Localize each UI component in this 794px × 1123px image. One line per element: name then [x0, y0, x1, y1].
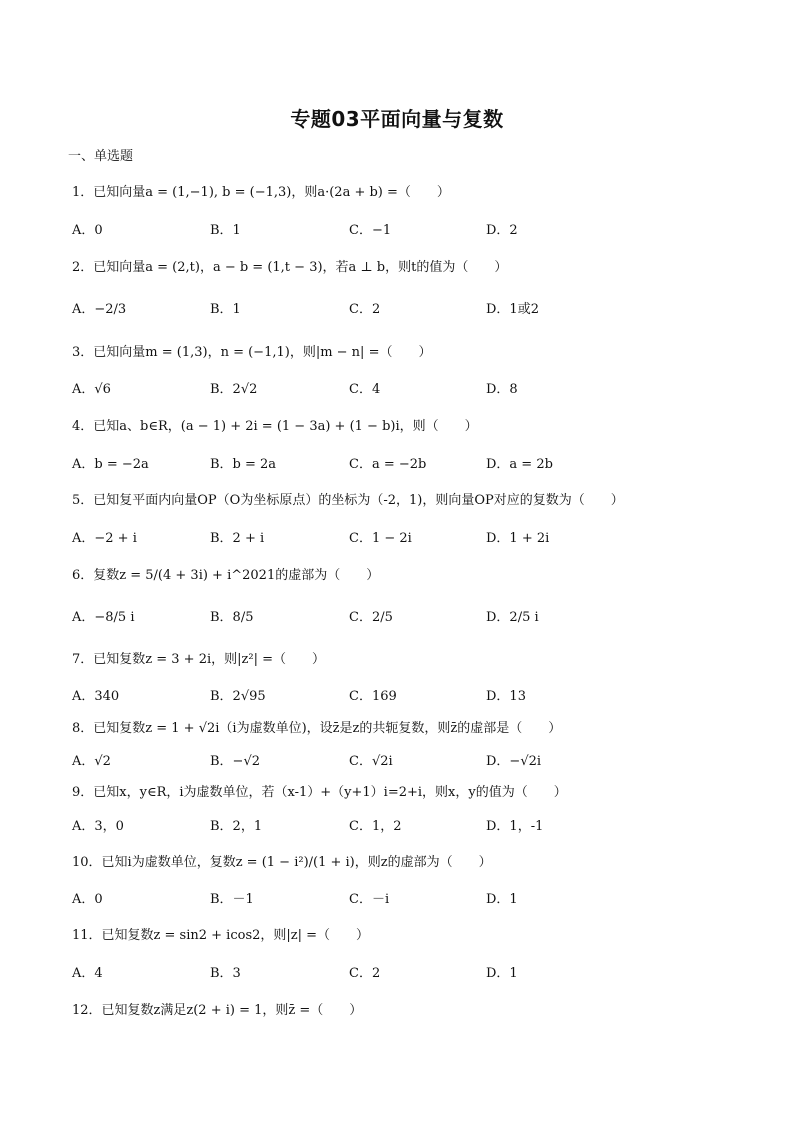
option-b: B．－1	[210, 892, 254, 907]
options-9	[72, 815, 772, 841]
option-c: C．2/5	[349, 610, 393, 625]
option-c: C．a = −2b	[349, 457, 427, 472]
options-4	[72, 453, 772, 479]
option-a: A．√2	[72, 754, 111, 769]
option-b: B．2√95	[210, 689, 266, 704]
option-d: D．1	[486, 892, 518, 907]
option-d: D．8	[486, 382, 518, 397]
option-a: A．−8/5 i	[72, 610, 135, 625]
option-a: A．4	[72, 966, 103, 981]
options-8	[72, 750, 772, 776]
question-3: 3．已知向量m = (1,3)，n = (−1,1)，则|m − n| =（ ）	[72, 345, 432, 360]
options-11	[72, 962, 772, 988]
option-b: B．1	[210, 223, 241, 238]
options-2	[72, 298, 772, 324]
option-b: B．2√2	[210, 382, 258, 397]
option-d: D．1，-1	[486, 819, 544, 834]
option-d: D．1	[486, 966, 518, 981]
option-d: D．−√2i	[486, 754, 542, 769]
option-d: D．13	[486, 689, 526, 704]
option-c: C．4	[349, 382, 381, 397]
option-a: A．−2/3	[72, 302, 127, 317]
options-10	[72, 888, 772, 914]
options-1	[72, 219, 772, 245]
page-title: 专题03平面向量与复数	[290, 107, 504, 131]
option-c: C．2	[349, 302, 381, 317]
question-8: 8．已知复数z = 1 + √2i（i为虚数单位)，设z̄是z的共轭复数，则z̄的虚部是（ ）	[72, 721, 562, 736]
option-c: C．√2i	[349, 754, 393, 769]
option-c: C．1，2	[349, 819, 402, 834]
option-b: B．1	[210, 302, 241, 317]
option-d: D．a = 2b	[486, 457, 553, 472]
question-1: 1．已知向量a = (1,−1), b = (−1,3)，则a·(2a + b) =（ ）	[72, 185, 450, 200]
option-b: B．2 + i	[210, 531, 265, 546]
option-c: C．169	[349, 689, 397, 704]
question-12: 12．已知复数z满足z(2 + i) = 1，则z̄ =（ ）	[72, 1003, 363, 1018]
option-a: A．√6	[72, 382, 111, 397]
section-heading: 一、单选题	[68, 149, 134, 164]
option-a: A．340	[72, 689, 120, 704]
question-9: 9．已知x，y∈R，i为虚数单位，若（x-1）+（y+1）i=2+i，则x，y的值为（ ）	[72, 785, 567, 800]
options-3	[72, 378, 772, 404]
options-5	[72, 527, 772, 553]
option-b: B．2，1	[210, 819, 263, 834]
question-2: 2．已知向量a = (2,t)，a − b = (1,t − 3)，若a ⊥ b，则t的值为（ ）	[72, 260, 508, 275]
option-b: B．−√2	[210, 754, 261, 769]
option-a: A．−2 + i	[72, 531, 137, 546]
option-c: C．2	[349, 966, 381, 981]
options-7	[72, 685, 772, 711]
option-c: C．－i	[349, 892, 390, 907]
question-5: 5．已知复平面内向量OP（O为坐标原点）的坐标为（-2，1)，则向量OP对应的复数为（ ）	[72, 493, 624, 508]
option-d: D．2/5 i	[486, 610, 539, 625]
option-b: B．b = 2a	[210, 457, 277, 472]
option-a: A．b = −2a	[72, 457, 149, 472]
question-7: 7．已知复数z = 3 + 2i，则|z²| =（ ）	[72, 652, 325, 667]
option-c: C．−1	[349, 223, 392, 238]
option-d: D．2	[486, 223, 518, 238]
option-b: B．3	[210, 966, 241, 981]
option-a: A．0	[72, 223, 103, 238]
options-6	[72, 606, 772, 632]
option-b: B．8/5	[210, 610, 254, 625]
option-a: A．3，0	[72, 819, 124, 834]
question-11: 11．已知复数z = sin2 + icos2，则|z| =（ ）	[72, 928, 370, 943]
option-a: A．0	[72, 892, 103, 907]
question-6: 6．复数z = 5/(4 + 3i) + i^2021的虚部为（ ）	[72, 568, 380, 583]
option-d: D．1 + 2i	[486, 531, 550, 546]
option-d: D．1或2	[486, 302, 539, 317]
question-10: 10．已知i为虚数单位，复数z = (1 − i²)/(1 + i)，则z的虚部为（ ）	[72, 855, 492, 870]
option-c: C．1 − 2i	[349, 531, 412, 546]
question-4: 4．已知a、b∈R，(a − 1) + 2i = (1 − 3a) + (1 − b)i，则（ ）	[72, 419, 478, 434]
